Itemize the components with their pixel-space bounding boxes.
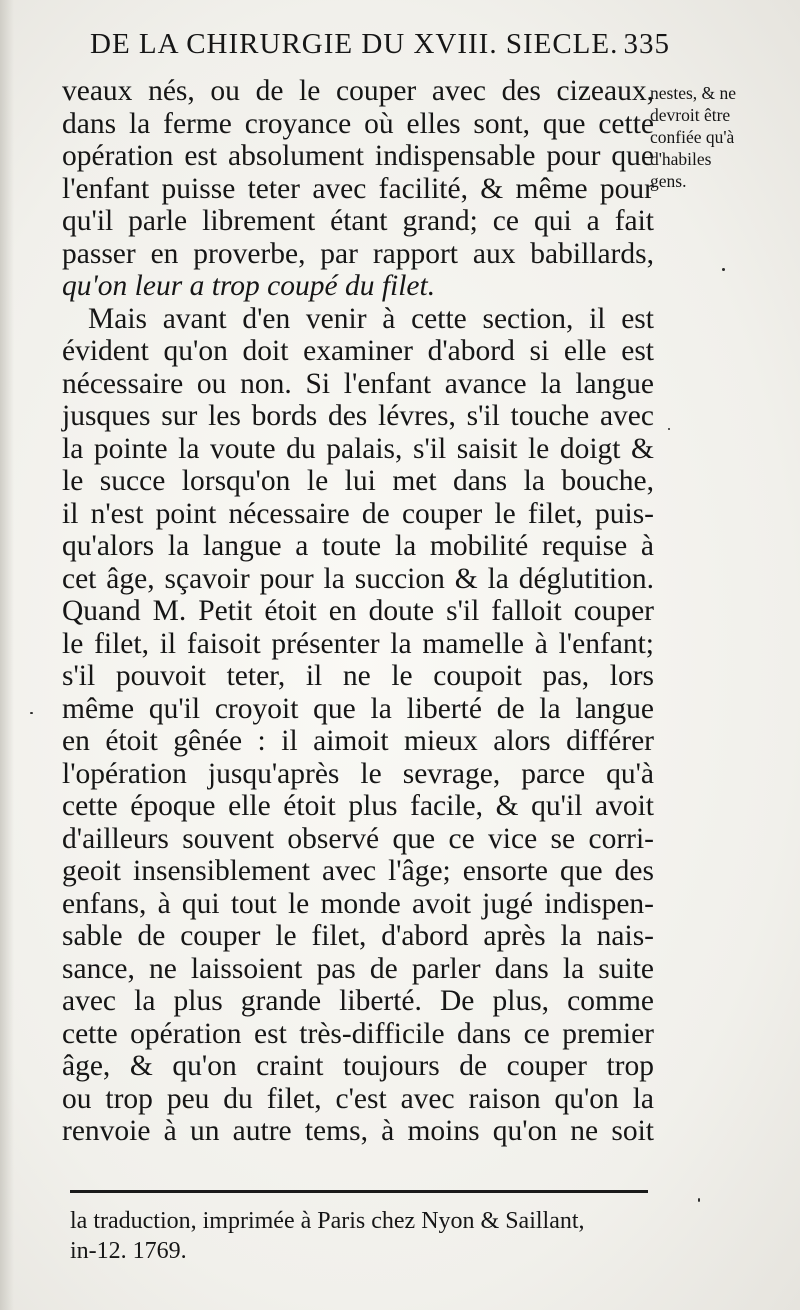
text-line: jusques sur les bords des lévres, s'il touche avec bbox=[62, 400, 654, 432]
text-line: opération est absolument indispensable pour que bbox=[62, 140, 654, 172]
text-line: renvoie à un autre tems, à moins qu'on ne soit bbox=[62, 1115, 654, 1147]
text-line: enfans, à qui tout le monde avoit jugé indispen- bbox=[62, 887, 654, 920]
footnote-line: in-12. 1769. bbox=[70, 1238, 187, 1264]
page-gutter-shadow bbox=[0, 0, 14, 1310]
margin-note-line: confiée qu'à bbox=[650, 127, 735, 147]
paper-speck bbox=[698, 1198, 700, 1202]
margin-note-line: nestes, & ne bbox=[650, 83, 737, 103]
text-line: sance, ne laissoient pas de parler dans la suite bbox=[62, 952, 654, 985]
text-line: dans la ferme croyance où elles sont, que cette bbox=[62, 107, 654, 140]
page-number: 335 bbox=[623, 28, 670, 60]
margin-note-line: devroit être bbox=[650, 105, 731, 125]
text-line: passer en proverbe, par rapport aux babillards, bbox=[62, 237, 654, 270]
margin-note-line: gens. bbox=[650, 171, 687, 191]
paper-speck bbox=[668, 428, 670, 430]
text-line: l'opération jusqu'après le sevrage, parce qu'à bbox=[62, 757, 654, 790]
text-line: cette opération est très-difficile dans ce premier bbox=[62, 1017, 654, 1050]
margin-note-line: d'habiles bbox=[650, 149, 712, 169]
margin-note bbox=[650, 82, 768, 192]
text-line: ou trop peu du filet, c'est avec raison qu'on la bbox=[62, 1082, 654, 1115]
text-line: s'il pouvoit teter, il ne le coupoit pas, lors bbox=[62, 660, 654, 692]
text-line: âge, & qu'on craint toujours de couper trop bbox=[62, 1050, 654, 1082]
running-head-title: DE LA CHIRURGIE DU XVIII. SIECLE. bbox=[90, 28, 619, 60]
text-line: nécessaire ou non. Si l'enfant avance la langue bbox=[62, 367, 654, 400]
text-line: le succe lorsqu'on le lui met dans la bouche, bbox=[62, 465, 654, 497]
text-line: l'enfant puisse teter avec facilité, & même pour bbox=[62, 172, 654, 205]
text-line: geoit insensiblement avec l'âge; ensorte que des bbox=[62, 855, 654, 887]
text-line: cet âge, sçavoir pour la succion & la déglutition. bbox=[62, 562, 654, 595]
paper-speck bbox=[722, 268, 725, 271]
text-line: Quand M. Petit étoit en doute s'il falloit couper bbox=[62, 595, 654, 627]
footnote bbox=[70, 1206, 655, 1266]
text-line: sable de couper le filet, d'abord après la nais- bbox=[62, 920, 654, 952]
text-line: la pointe la voute du palais, s'il saisit le doigt & bbox=[62, 432, 654, 465]
text-line-proverb: qu'on leur a trop coupé du filet. bbox=[62, 270, 436, 302]
footnote-line: la traduction, imprimée à Paris chez Nyon & Saillant, bbox=[70, 1208, 585, 1234]
text-line: qu'il parle librement étant grand; ce qui a fait bbox=[62, 205, 654, 237]
text-line: d'ailleurs souvent observé que ce vice se corri- bbox=[62, 822, 654, 855]
running-head bbox=[90, 28, 670, 61]
paper-speck bbox=[30, 712, 33, 714]
text-line: évident qu'on doit examiner d'abord si elle est bbox=[62, 335, 654, 367]
text-line: il n'est point nécessaire de couper le filet, puis- bbox=[62, 497, 654, 530]
footnote-rule bbox=[70, 1190, 648, 1193]
text-line: veaux nés, ou de le couper avec des cizeaux, bbox=[62, 75, 654, 107]
text-line: avec la plus grande liberté. De plus, comme bbox=[62, 985, 654, 1017]
text-line: même qu'il croyoit que la liberté de la langue bbox=[62, 692, 654, 725]
body-text bbox=[62, 75, 654, 1148]
text-line: en étoit gênée : il aimoit mieux alors différer bbox=[62, 725, 654, 757]
paragraph-start-line: Mais avant d'en venir à cette section, il est bbox=[88, 302, 654, 335]
text-line: qu'alors la langue a toute la mobilité requise à bbox=[62, 530, 654, 562]
text-line: cette époque elle étoit plus facile, & qu'il avoit bbox=[62, 790, 654, 822]
text-line: le filet, il faisoit présenter la mamelle à l'enfant; bbox=[62, 627, 654, 660]
